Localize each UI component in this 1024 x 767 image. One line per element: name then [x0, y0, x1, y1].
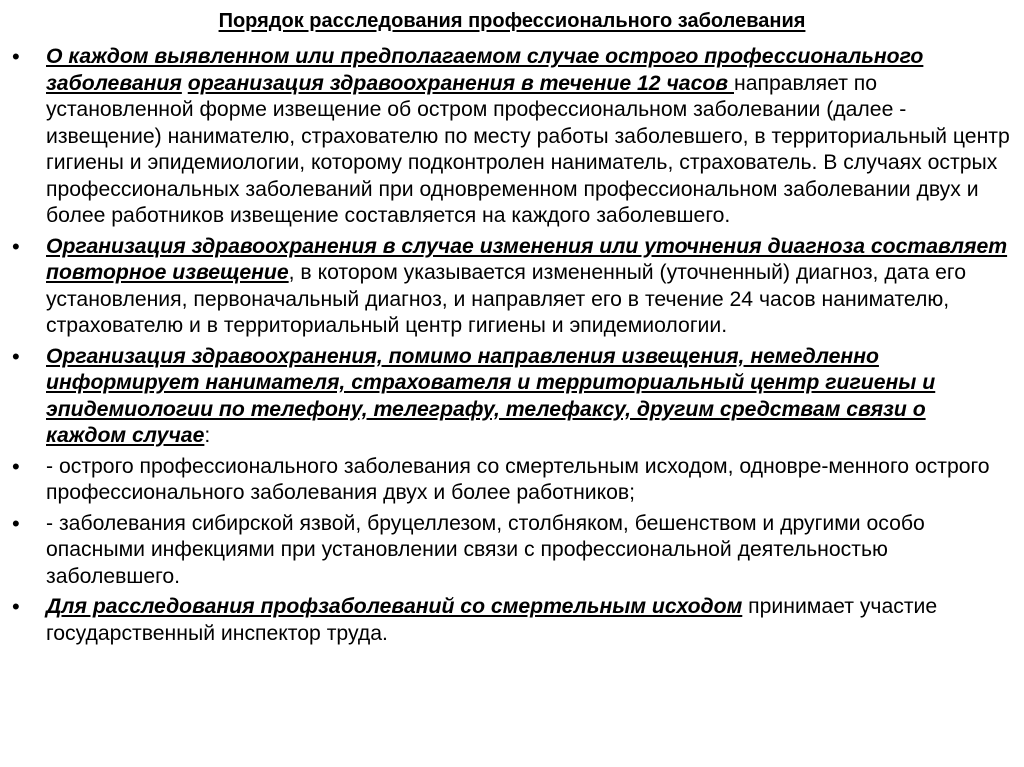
body-text: - заболевания сибирской язвой, бруцеллезом, столбняком, бешенством и другими особо опасными инфекциями при установлении связи с профессиональной деятельностью заболевшего.	[46, 511, 925, 588]
emphasis-text: организация здравоохранения в течение 12 часов	[187, 71, 734, 95]
list-item	[0, 454, 1024, 507]
body-text: - острого профессионального заболевания со смертельным исходом, одновре-менного острого профессионального заболевания двух и более работников;	[46, 454, 990, 504]
bullet-list	[0, 44, 1024, 651]
body-text: , в котором указывается измененный (уточненный) диагноз, дата его установления, первоначальный диагноз, и направляет его в течение 24 часов нанимателю, страхователю и в территориальный центр гигиены и эпидемиологии.	[46, 261, 966, 337]
emphasis-text: Организация здравоохранения в случае изменения или уточнения диагноза составляет повторное извещение	[46, 234, 1008, 284]
list-item	[0, 344, 1024, 450]
emphasis-text: Для расследования профзаболеваний со смертельным исходом	[46, 595, 743, 618]
emphasis-text: Организация здравоохранения, помимо направления извещения, немедленно информирует нанимателя, страхователя и территориальный центр гигиены и эпидемиологии по телефону, телеграфу, телефаксу, другим средствам связи о каждом случае	[46, 344, 936, 447]
list-item	[0, 594, 1024, 647]
list-item	[0, 511, 1024, 591]
page-title: Порядок расследования профессионального заболевания	[218, 10, 806, 32]
body-text: принимает участие государственный инспектор труда.	[46, 595, 938, 645]
emphasis-text: О каждом выявленном или предполагаемом случае острого профессионального заболевания	[46, 45, 924, 95]
list-item	[0, 234, 1024, 340]
list-item	[0, 44, 1024, 230]
body-text: :	[204, 424, 211, 447]
body-text: направляет по установленной форме извещение об остром профессиональном заболевании (далее - извещение) нанимателю, страхователю по месту работы заболевшего, в территориальный центр гигиены и эпидемиологии, которому подконтролен наниматель, страхователь. В случаях острых профессиональных заболеваний при одновременном профессиональном заболевании двух и более работников извещение составляется на каждого заболевшего.	[46, 71, 1010, 227]
